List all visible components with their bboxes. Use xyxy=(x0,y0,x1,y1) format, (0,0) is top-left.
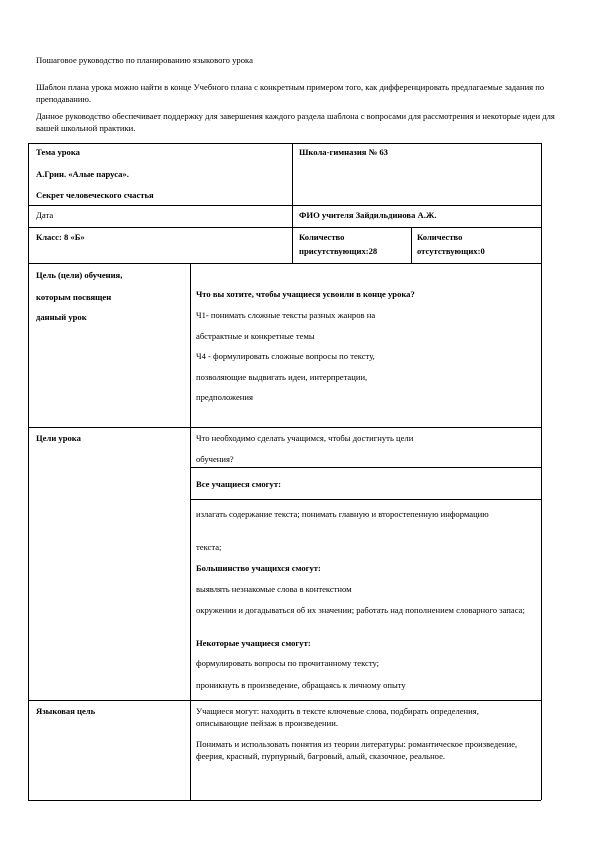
absent-count-value: отсутствующих:0 xyxy=(417,246,485,256)
intro-paragraph-1: Шаблон плана урока можно найти в конце Учебного плана с конкретным примером того, как дифференцировать предлагаемые задания по преподаванию. xyxy=(36,82,545,104)
row-line xyxy=(28,143,541,144)
language-goal-label: Языковая цель xyxy=(36,706,96,716)
row-line xyxy=(190,467,541,468)
row-line xyxy=(190,499,541,500)
class-label: Класс: 8 «Б» xyxy=(36,232,85,242)
some-students-outcome: формулировать вопросы по прочитанному тексту; xyxy=(196,658,380,668)
intro-paragraph-2: Данное руководство обеспечивает поддержку для завершения каждого раздела шаблона с вопросами для рассмотрения и некоторые идеи для вашей школьной практики. xyxy=(36,111,555,133)
language-goal-text: Учащиеся могут: находить в тексте ключевые слова, подбирать определения, описывающие пейзаж в произведении. xyxy=(196,706,479,728)
row-line xyxy=(28,205,541,206)
teacher-label: ФИО учителя Зайдильдинова А.Ж. xyxy=(299,210,437,220)
some-students-heading: Некоторые учащиеся смогут: xyxy=(196,638,311,648)
goal-c1: Ч1- понимать сложные тексты разных жанров на xyxy=(196,310,376,320)
present-count-value: присутствующих:28 xyxy=(299,246,378,256)
goal-c1-cont: абстрактные и конкретные темы xyxy=(196,331,315,341)
lesson-goals-label: Цели урока xyxy=(36,433,81,443)
column-line xyxy=(190,263,191,800)
row-line xyxy=(28,427,541,428)
row-line xyxy=(28,800,541,801)
learning-goals-label: Цель (цели) обучения, xyxy=(36,270,123,280)
lesson-goals-question: Что необходимо сделать учащимся, чтобы достигнуть цели xyxy=(196,433,414,443)
column-line xyxy=(541,143,542,800)
row-line xyxy=(28,700,541,701)
goal-c4-cont: предположения xyxy=(196,392,253,402)
goal-c4-cont: позволяющие выдвигать идеи, интерпретации, xyxy=(196,372,368,382)
learning-goals-label: которым посвящен xyxy=(36,292,112,302)
learning-goals-label: данный урок xyxy=(36,312,87,322)
topic-title: А.Грин. «Алые паруса». xyxy=(36,169,129,179)
column-line xyxy=(411,227,412,263)
column-line xyxy=(28,143,29,800)
all-students-outcome: излагать содержание текста; понимать главную и второстепенную информацию xyxy=(196,509,489,519)
topic-label: Тема урока xyxy=(36,147,80,157)
column-line xyxy=(292,143,293,263)
most-students-outcome: выявлять незнакомые слова в контекстном xyxy=(196,584,352,594)
learning-goals-question: Что вы хотите, чтобы учащиеся усвоили в конце урока? xyxy=(196,289,415,299)
present-count-label: Количество xyxy=(299,232,345,242)
lesson-goals-question-cont: обучения? xyxy=(196,454,234,464)
most-students-outcome-cont: окружении и догадываться об их значении; работать над пополнением словарного запаса; xyxy=(196,605,525,615)
goal-c4: Ч4 - формулировать сложные вопросы по тексту, xyxy=(196,351,375,361)
absent-count-label: Количество xyxy=(417,232,463,242)
school-label: Школа-гимназия № 63 xyxy=(299,147,388,157)
language-goal-concepts: Понимать и использовать понятия из теории литературы: романтическое произведение, феерия, красный, пурпурный, багровый, алый, сказочное, реальное. xyxy=(196,739,518,761)
topic-subtitle: Секрет человеческого счастья xyxy=(36,190,154,200)
date-label: Дата xyxy=(36,210,54,220)
row-line xyxy=(28,227,541,228)
row-line xyxy=(28,263,541,264)
all-students-outcome-cont: текста; xyxy=(196,542,222,552)
most-students-heading: Большинство учащихся смогут: xyxy=(196,563,321,573)
all-students-heading: Все учащиеся смогут: xyxy=(196,479,281,489)
document-title: Пошаговое руководство по планированию языкового урока xyxy=(36,55,253,65)
some-students-outcome-cont: проникнуть в произведение, обращаясь к личному опыту xyxy=(196,680,406,690)
